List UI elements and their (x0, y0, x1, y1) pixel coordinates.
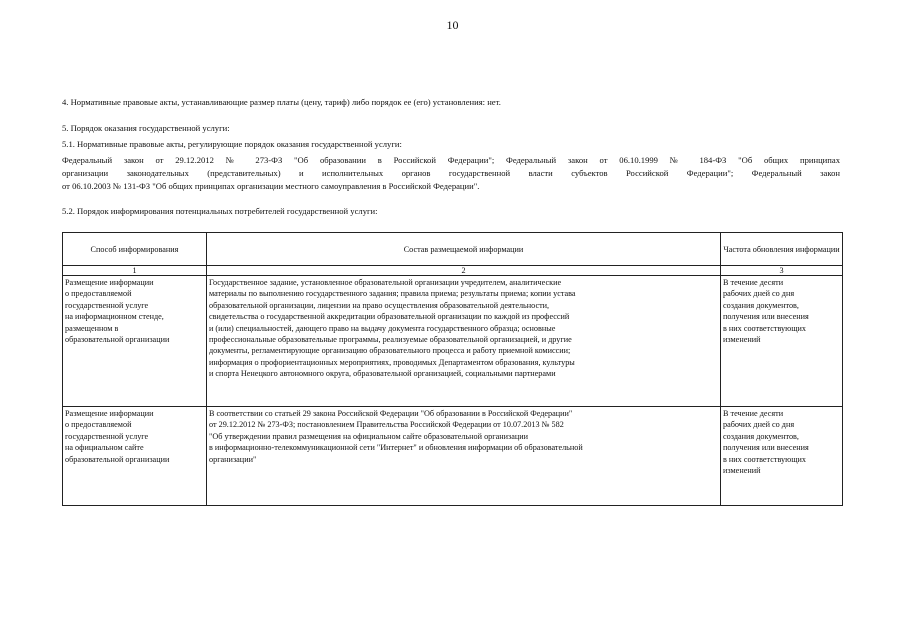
cell-line: создания документов, (723, 431, 799, 441)
table-row (63, 407, 843, 506)
section-5-1-laws (62, 154, 840, 193)
cell-line: и спорта Ненецкого автономного округа, образовательной организацией, социальными партнерами (209, 369, 556, 379)
section-5-title: 5. Порядок оказания государственной услуги: (62, 123, 230, 133)
cell-line: изменений (723, 335, 761, 345)
cell-line: образовательной организации (65, 335, 170, 345)
cell-line: материалы по выполнению государственного задания; правила приема; результаты приема; копии устава (209, 289, 576, 299)
cell-line: Размещение информации (65, 409, 154, 418)
cell-line: и (или) специальностей, дающего право на выдачу документа государственного образца; основные (209, 323, 556, 333)
frequency-cell (721, 276, 843, 407)
cell-line: образовательной организации, лицензии на право осуществления образовательной деятельности, (209, 300, 550, 310)
frequency-cell (721, 407, 843, 506)
cell-line: в них соответствующих (723, 454, 807, 464)
column-number: 3 (721, 266, 843, 276)
cell-line: рабочих дней со дня (723, 420, 795, 430)
cell-line: В соответствии со статьей 29 закона Российской Федерации "Об образовании в Российской Федерации" (209, 409, 573, 418)
cell-line: создания документов, (723, 300, 799, 310)
section-5-2-title: 5.2. Порядок информирования потенциальных потребителей государственной услуги: (62, 206, 378, 216)
cell-line: В течение десяти (723, 409, 784, 418)
header-method: Способ информирования (63, 233, 207, 266)
cell-line: "Об утверждении правил размещения на официальном сайте образовательной организации (209, 431, 529, 441)
laws-line: Федеральный закон от 29.12.2012 № 273-ФЗ "Об образовании в Российской Федерации"; Федеральный закон от 06.10.1999 № 184-ФЗ "Об общих принципах (62, 155, 840, 165)
cell-line: в информационно-телекоммуникационной сети "Интернет" и обновления информации об образовательной (209, 443, 583, 453)
method-cell (63, 276, 207, 407)
section-4-text: 4. Нормативные правовые акты, устанавливающие размер платы (цену, тариф) либо порядок ее (его) установления: нет. (62, 97, 501, 107)
cell-line: от 29.12.2012 № 273-ФЗ; постановлением Правительства Российской Федерации от 10.07.2013 № 582 (209, 420, 564, 430)
cell-line: государственной услуге (65, 300, 149, 310)
cell-line: в них соответствующих (723, 323, 807, 333)
cell-line: информация о профориентационных мероприятиях, проводимых Департаментом образования, культуры (209, 357, 575, 367)
cell-line: Размещение информации (65, 278, 154, 287)
cell-line: рабочих дней со дня (723, 289, 795, 299)
cell-line: получения или внесения (723, 312, 809, 322)
section-5-1-title: 5.1. Нормативные правовые акты, регулирующие порядок оказания государственной услуги: (62, 139, 402, 149)
content-cell (207, 407, 721, 506)
cell-line: Государственное задание, установленное образовательной организации учредителем, аналитические (209, 278, 562, 287)
table-header-row (63, 233, 843, 266)
page-number: 10 (446, 18, 459, 32)
cell-line: изменений (723, 466, 761, 476)
cell-line: о предоставляемой (65, 289, 132, 299)
table-row (63, 276, 843, 407)
informing-table (62, 232, 843, 506)
cell-line: В течение десяти (723, 278, 784, 287)
cell-line: на официальном сайте (65, 443, 144, 453)
column-number: 1 (63, 266, 207, 276)
header-frequency: Частота обновления информации (721, 233, 843, 266)
header-content: Состав размещаемой информации (207, 233, 721, 266)
laws-line: от 06.10.2003 № 131-ФЗ "Об общих принципах организации местного самоуправления в Российской Федерации". (62, 181, 480, 191)
cell-line: документы, регламентирующие организацию образовательного процесса и работу приемной комиссии; (209, 346, 571, 356)
cell-line: на информационном стенде, (65, 312, 164, 322)
cell-line: получения или внесения (723, 443, 809, 453)
cell-line: образовательной организации (65, 454, 170, 464)
cell-line: свидетельства о государственной аккредитации образовательной организации по каждой из профессий (209, 312, 570, 322)
method-cell (63, 407, 207, 506)
cell-line: о предоставляемой (65, 420, 132, 430)
content-cell (207, 276, 721, 407)
cell-line: государственной услуге (65, 431, 149, 441)
cell-line: профессиональные образовательные программы, реализуемые образовательной организацией, и другие (209, 335, 572, 345)
cell-line: организации" (209, 454, 257, 464)
column-number: 2 (207, 266, 721, 276)
laws-line: организации законодательных (представительных) и исполнительных органов государственной власти субъектов Российской Федерации"; Федеральный закон (62, 168, 840, 178)
column-number-row (63, 266, 843, 276)
cell-line: размещенном в (65, 323, 119, 333)
